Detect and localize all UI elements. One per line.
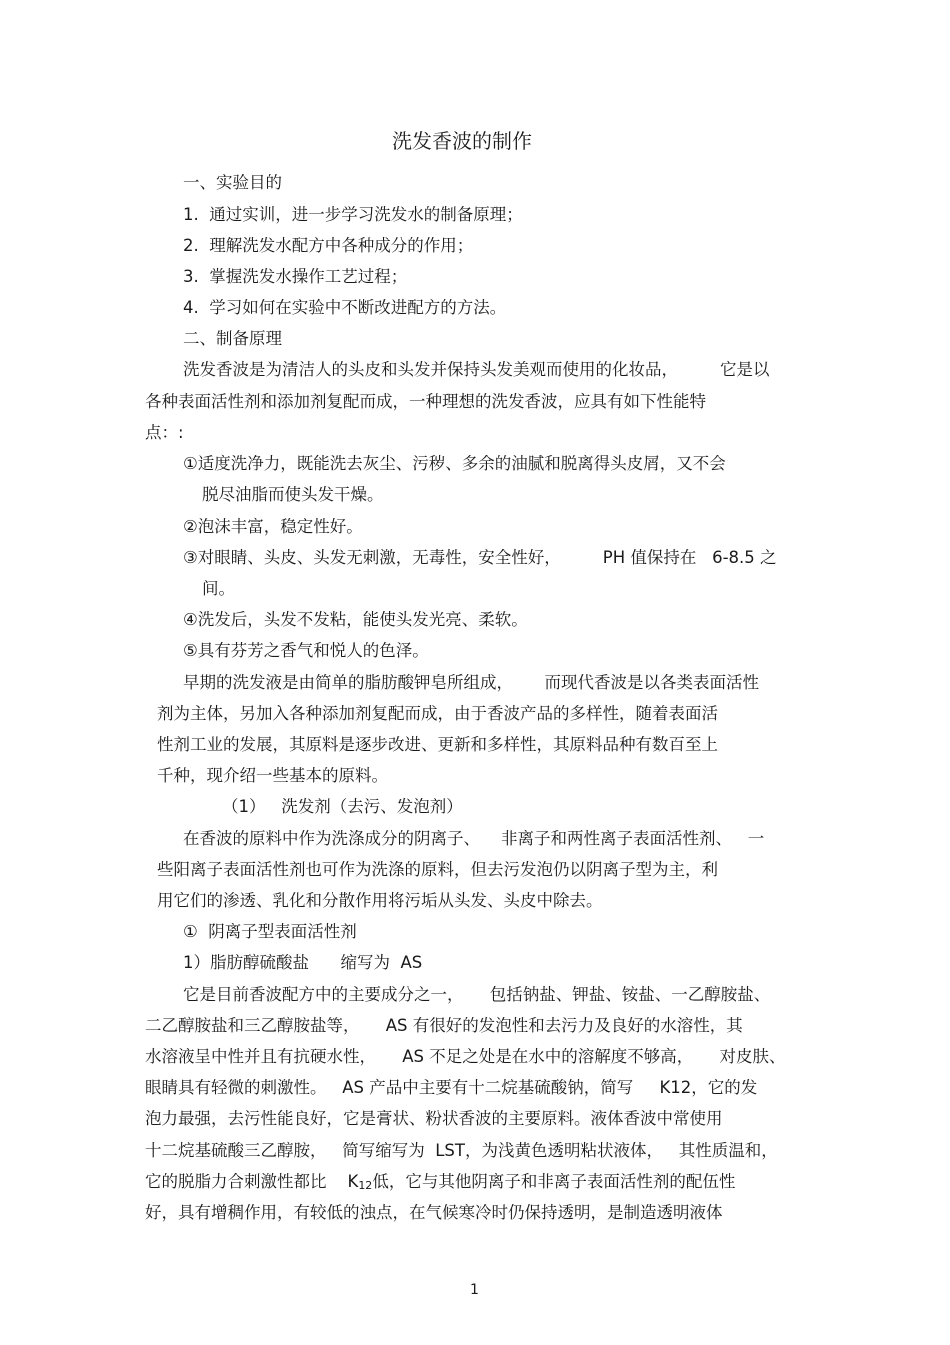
paragraph-line: 它是目前香波配方中的主要成分之一， 包括钠盐、钾盐、铵盐、一乙醇胺盐、 [183, 985, 771, 1004]
paragraph-line: 用它们的渗透、乳化和分散作用将污垢从头发、头皮中除去。 [157, 891, 603, 910]
paragraph-line: 泡力最强，去污性能良好，它是膏状、粉状香波的主要原料。液体香波中常使用 [145, 1109, 723, 1128]
paragraph-line: 些阳离子表面活性剂也可作为洗涤的原料，但去污发泡仍以阴离子型为主，利 [157, 860, 718, 879]
paragraph-line: 剂为主体，另加入各种添加剂复配而成，由于香波产品的多样性，随着表面活 [157, 704, 718, 723]
paragraph-line: 千种，现介绍一些基本的原料。 [157, 766, 388, 785]
list-item: 4. 学习如何在实验中不断改进配方的方法。 [183, 298, 507, 317]
section-heading-purpose: 一、实验目的 [183, 173, 282, 192]
paragraph-line: 在香波的原料中作为洗涤成分的阴离子、 非离子和两性离子表面活性剂、 一 [183, 829, 765, 848]
paragraph-line: 性剂工业的发展，其原料是逐步改进、更新和多样性，其原料品种有数百至上 [157, 735, 718, 754]
paragraph-line: 十二烷基硫酸三乙醇胺， 简写缩写为 LST，为浅黄色透明粘状液体， 其性质温和， [145, 1141, 778, 1160]
text-segment: 低，它与其他阴离子和非离子表面活性剂的配伍性 [372, 1172, 736, 1191]
paragraph-line [145, 1170, 735, 1194]
list-item: 2. 理解洗发水配方中各种成分的作用； [183, 236, 474, 255]
subscript-text: 12 [358, 1179, 373, 1192]
subheading-anionic: ① 阴离子型表面活性剂 [183, 922, 357, 941]
property-item: ①适度洗净力，既能洗去灰尘、污秽、多余的油腻和脱离得头皮屑，又不会 [183, 454, 726, 473]
section-heading-principle: 二、制备原理 [183, 329, 282, 348]
paragraph-line: 洗发香波是为清洁人的头皮和头发并保持头发美观而使用的化妆品， 它是以 [183, 360, 770, 379]
subheading-as: 1）脂肪醇硫酸盐 缩写为 AS [183, 953, 423, 972]
list-item: 3. 掌握洗发水操作工艺过程； [183, 267, 408, 286]
page-number: 1 [470, 1282, 479, 1298]
property-item-continuation: 间。 [202, 579, 235, 598]
paragraph-line: 水溶液呈中性并且有抗硬水性， AS 不足之处是在水中的溶解度不够高， 对皮肤、 [145, 1047, 786, 1066]
paragraph-line: 点：: [145, 423, 184, 442]
paragraph-line: 各种表面活性剂和添加剂复配而成，一种理想的洗发香波，应具有如下性能特 [145, 392, 706, 411]
text-segment: 它的脱脂力合刺激性都比 K [145, 1172, 359, 1191]
property-item: ⑤具有芬芳之香气和悦人的色泽。 [183, 641, 429, 660]
paragraph-line: 眼睛具有轻微的刺激性。 AS 产品中主要有十二烷基硫酸钠，简写 K12，它的发 [145, 1078, 758, 1097]
paragraph-line: 好，具有增稠作用，有较低的浊点，在气候寒冷时仍保持透明，是制造透明液体 [145, 1203, 723, 1222]
property-item: ③对眼睛、头皮、头发无刺激，无毒性，安全性好， PH 值保持在 6-8.5 之 [183, 548, 777, 567]
property-item: ②泡沫丰富，稳定性好。 [183, 517, 363, 536]
paragraph-line: 二乙醇胺盐和三乙醇胺盐等， AS 有很好的发泡性和去污力及良好的水溶性，其 [145, 1016, 743, 1035]
list-item: 1. 通过实训，进一步学习洗发水的制备原理； [183, 205, 523, 224]
page-title: 洗发香波的制作 [392, 129, 532, 153]
subheading-detergent: （1） 洗发剂（去污、发泡剂） [222, 797, 463, 816]
property-item: ④洗发后，头发不发粘，能使头发光亮、柔软。 [183, 610, 528, 629]
paragraph-line: 早期的洗发液是由简单的脂肪酸钾皂所组成， 而现代香波是以各类表面活性 [183, 673, 759, 692]
property-item-continuation: 脱尽油脂而使头发干燥。 [202, 485, 384, 504]
